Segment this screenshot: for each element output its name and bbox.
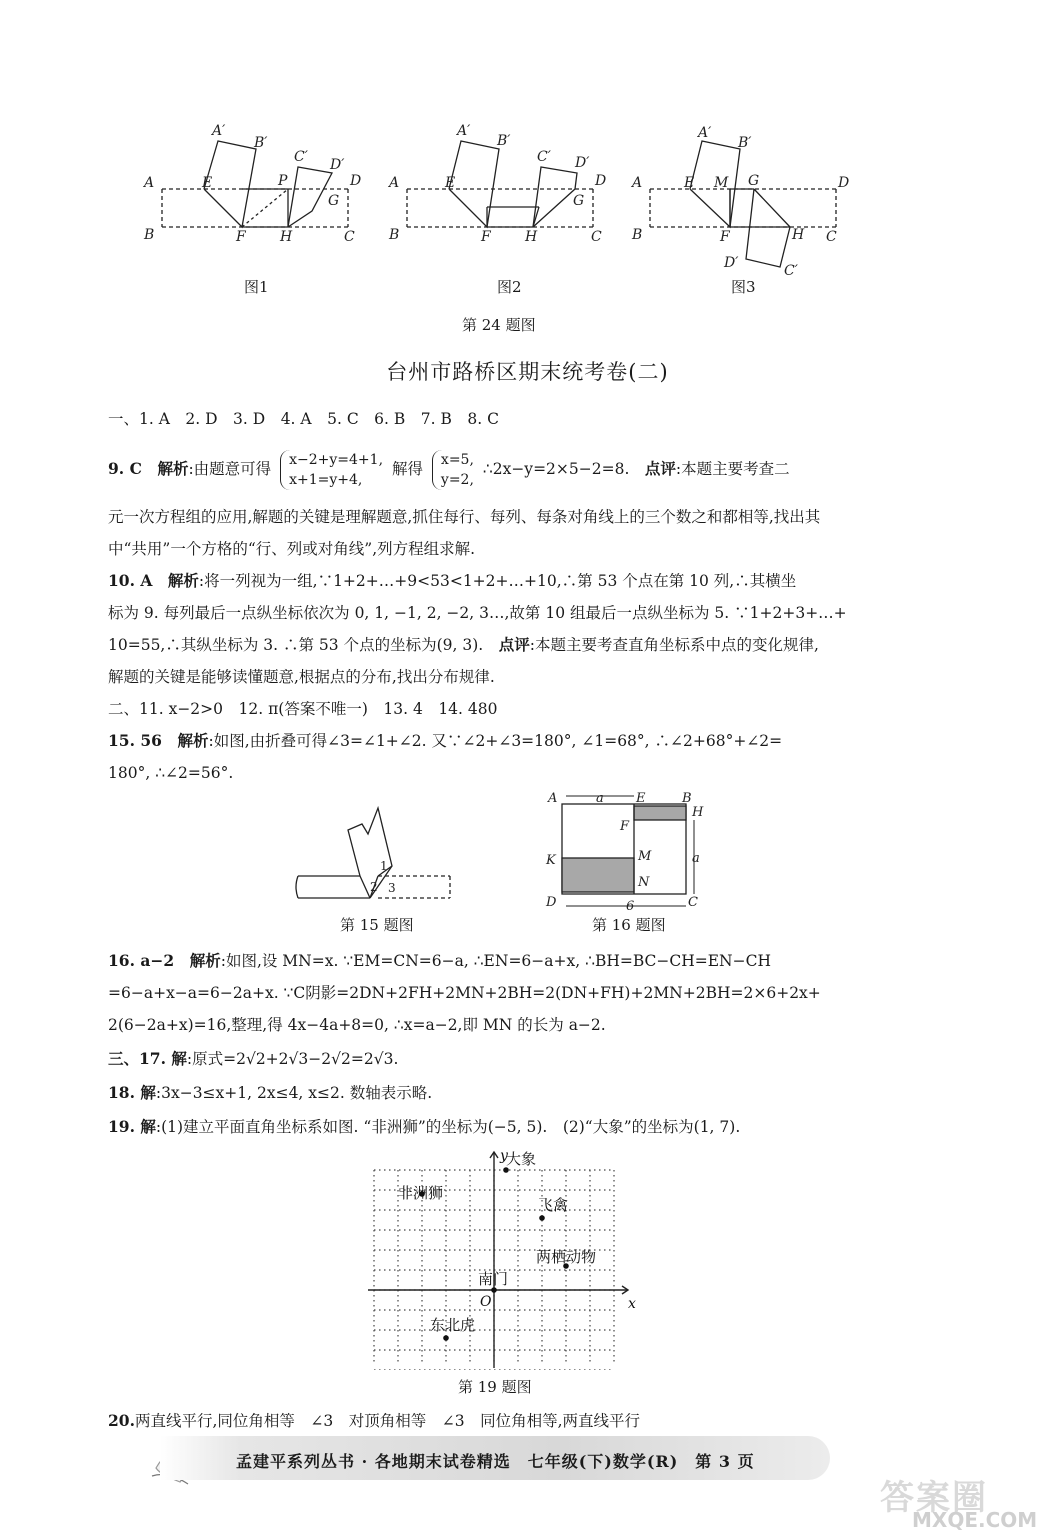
fig19-label-y: y xyxy=(500,1148,508,1164)
figure-24-2 xyxy=(407,141,593,227)
q20-text: 两直线平行,同位角相等 ∠3 对顶角相等 ∠3 同位角相等,两直线平行 xyxy=(134,1412,641,1430)
fig15-angle-3: 3 xyxy=(388,881,396,895)
q10-num: 10. A xyxy=(108,571,153,590)
fig24-3-point-M: M xyxy=(714,175,729,191)
fig24-2-point-C: C xyxy=(591,229,602,245)
fig19-label-x: x xyxy=(628,1296,636,1312)
q9-solution-system xyxy=(432,450,474,490)
answer-19 xyxy=(108,1116,938,1138)
q17-num: 三、17. 解 xyxy=(108,1049,187,1068)
answer-18 xyxy=(108,1082,938,1104)
q10-text-1: :将一列视为一组,∵1+2+…+9<53<1+2+…+10,∴第 53 个点在第 10 列,∴其横坐 xyxy=(198,572,797,590)
q9-text-3: ∴2x−y=2×5−2=8. xyxy=(482,460,630,478)
fig24-1-point-H: H xyxy=(280,229,293,245)
q9-text-4: :本题主要考查二 xyxy=(675,460,790,478)
fig16-length-a-top: a xyxy=(596,791,604,806)
fig19-label-origin: O xyxy=(480,1294,492,1310)
fig16-point-H: H xyxy=(692,805,704,820)
answer-10-line-3 xyxy=(108,634,938,656)
fig24-3-point-E: E xyxy=(684,175,695,191)
fig24-2-point-F: F xyxy=(481,229,491,245)
q16-num: 16. a−2 xyxy=(108,951,175,970)
footer-text: 孟建平系列丛书 · 各地期末试卷精选 七年级(下)数学(R) 第 3 页 xyxy=(236,1452,755,1471)
fig24-2-point-B1: B′ xyxy=(497,133,511,149)
q17-text: :原式=2√2+2√3−2√2=2√3. xyxy=(186,1050,399,1068)
answer-17 xyxy=(108,1048,938,1070)
answer-10-line-2: 标为 9. 每列最后一点纵坐标依次为 0, 1, −1, 2, −2, 3…,故第 10 组最后一点纵坐标为 5. ∵1+2+3+…+ xyxy=(108,604,847,622)
fig24-1-point-P: P xyxy=(278,173,288,189)
q9-text-2: 解得 xyxy=(391,460,423,478)
q18-num: 18. 解 xyxy=(108,1083,156,1102)
fig24-3-point-D1: D′ xyxy=(724,255,739,271)
answer-10-line-1 xyxy=(108,570,938,592)
q9-eq2a: x=5, xyxy=(440,452,474,468)
fig24-1-point-D: D xyxy=(350,173,362,189)
q20-num: 20. xyxy=(108,1411,135,1430)
fig24-3-label: 图3 xyxy=(731,278,756,296)
fig24-3-point-B1: B′ xyxy=(738,135,752,151)
q9-text-1: :由题意可得 xyxy=(188,460,272,478)
fig24-2-point-G: G xyxy=(573,193,585,209)
fig19-label-tiger: 东北虎 xyxy=(430,1316,476,1334)
figure-24-diagrams xyxy=(140,115,880,300)
fig16-point-B: B xyxy=(682,791,692,806)
fig16-point-N: N xyxy=(638,875,650,890)
q16-label: 解析 xyxy=(189,951,221,970)
fig24-1-point-B1: B′ xyxy=(254,135,268,151)
q18-text: :3x−3≤x+1, 2x≤4, x≤2. 数轴表示略. xyxy=(155,1084,433,1102)
fig24-3-point-A1: A′ xyxy=(698,125,712,141)
fig24-3-point-F: F xyxy=(720,229,730,245)
q15-label: 解析 xyxy=(177,731,209,750)
figure-16-diagram xyxy=(540,788,720,918)
fig24-3-point-C: C xyxy=(826,229,837,245)
fig19-point-elephant xyxy=(503,1167,509,1173)
q9-eq2b: y=2, xyxy=(440,472,474,488)
fig24-2-label: 图2 xyxy=(497,278,522,296)
figure-15-diagram xyxy=(292,790,462,910)
fig19-point-gate xyxy=(491,1287,497,1293)
fig24-2-point-D: D xyxy=(595,173,607,189)
answer-16-line-1 xyxy=(108,950,938,972)
fig24-2-point-A1: A′ xyxy=(457,123,471,139)
fig16-length-6: 6 xyxy=(626,899,635,914)
q15-num: 15. 56 xyxy=(108,731,162,750)
q10-text-3a: 10=55,∴其纵坐标为 3. ∴第 53 个点的坐标为(9, 3). xyxy=(108,636,484,654)
q9-eq1a: x−2+y=4+1, xyxy=(289,452,384,468)
answers-11-14: 二、11. x−2>0 12. π(答案不唯一) 13. 4 14. 480 xyxy=(108,700,498,718)
fig24-2-point-A: A xyxy=(389,175,400,191)
fig24-3-point-H: H xyxy=(792,227,805,243)
fig19-label-birds: 飞禽 xyxy=(538,1196,569,1214)
fig15-caption: 第 15 题图 xyxy=(340,916,414,934)
fig19-label-gate: 南门 xyxy=(478,1270,509,1288)
q10-label-2: 点评 xyxy=(498,635,530,654)
answer-15-line-2: 180°, ∴∠2=56°. xyxy=(108,764,234,782)
fig24-1-point-F: F xyxy=(236,229,246,245)
fig24-3-point-D: D xyxy=(838,175,850,191)
q9-equation-system xyxy=(280,450,383,490)
answer-15-line-1 xyxy=(108,730,938,752)
figure-19-grid xyxy=(360,1146,650,1370)
fig24-2-point-H: H xyxy=(525,229,538,245)
fig24-3-point-A: A xyxy=(632,175,643,191)
fig16-point-D: D xyxy=(546,895,557,910)
q9-label: 解析 xyxy=(157,459,189,478)
q9-eq1b: x+1=y+4, xyxy=(289,472,363,488)
q10-text-3b: :本题主要考查直角坐标系中点的变化规律, xyxy=(529,636,819,654)
figure-24-1 xyxy=(162,141,348,227)
answer-20 xyxy=(108,1410,938,1432)
q9-num: 9. C xyxy=(108,459,142,478)
fig16-point-K: K xyxy=(546,853,556,868)
q19-num: 19. 解 xyxy=(108,1117,156,1136)
watermark-logo: 答案圈 xyxy=(880,1478,988,1518)
fig24-2-point-D1: D′ xyxy=(575,155,590,171)
fig16-point-E: E xyxy=(636,791,646,806)
fig19-label-amphibians: 两栖动物 xyxy=(536,1248,597,1266)
answer-9-line-3: 中“共用”一个方格的“行、列或对角线”,列方程组求解. xyxy=(108,540,476,558)
exam-title: 台州市路桥区期末统考卷(二) xyxy=(386,360,669,384)
fig15-angle-2: 2 xyxy=(370,880,378,894)
fig24-1-point-C1: C′ xyxy=(294,149,308,165)
q15-text-1: :如图,由折叠可得∠3=∠1+∠2. 又∵∠2+∠3=180°, ∠1=68°, ∴∠2+68°+∠2= xyxy=(208,732,783,750)
fig24-2-point-B: B xyxy=(389,227,400,243)
fig24-1-point-D1: D′ xyxy=(330,157,345,173)
fig15-angle-1: 1 xyxy=(380,859,388,873)
answer-10-line-4: 解题的关键是能够读懂题意,根据点的分布,找出分布规律. xyxy=(108,668,495,686)
answer-9-line-2: 元一次方程组的应用,解题的关键是理解题意,抓住每行、每列、每条对角线上的三个数之和都相等,找出其 xyxy=(108,508,821,526)
fig19-point-birds xyxy=(539,1215,545,1221)
fig24-3-point-C1: C′ xyxy=(784,263,798,279)
fig24-3-point-G: G xyxy=(748,173,760,189)
answer-16-line-2: =6−a+x−a=6−2a+x. ∵C阴影=2DN+2FH+2MN+2BH=2(DN+FH)+2MN+2BH=2×6+2x+ xyxy=(108,984,821,1002)
fig16-point-C: C xyxy=(688,895,698,910)
fig24-1-point-E: E xyxy=(202,175,213,191)
fig24-1-point-A1: A′ xyxy=(212,123,226,139)
q9-label-2: 点评 xyxy=(644,459,676,478)
fig19-caption: 第 19 题图 xyxy=(458,1378,532,1396)
fig16-point-A: A xyxy=(548,791,558,806)
figure-24-3 xyxy=(650,141,836,267)
fig19-point-tiger xyxy=(443,1335,449,1341)
fig19-label-elephant: 大象 xyxy=(506,1150,537,1168)
q10-label: 解析 xyxy=(167,571,199,590)
fig16-point-M: M xyxy=(638,849,652,864)
answers-1-8: 一、1. A 2. D 3. D 4. A 5. C 6. B 7. B 8. C xyxy=(108,410,499,428)
fig16-length-a-side: a xyxy=(692,851,700,866)
q16-text-1: :如图,设 MN=x. ∵EM=CN=6−a, ∴EN=6−a+x, ∴BH=BC−CH=EN−CH xyxy=(220,952,771,970)
fig24-caption: 第 24 题图 xyxy=(462,316,536,334)
fig24-2-point-C1: C′ xyxy=(537,149,551,165)
fig24-1-point-B: B xyxy=(144,227,155,243)
answer-16-line-3: 2(6−2a+x)=16,整理,得 4x−4a+8=0, ∴x=a−2,即 MN 的长为 a−2. xyxy=(108,1016,606,1034)
fig16-caption: 第 16 题图 xyxy=(592,916,666,934)
fig24-1-point-C: C xyxy=(344,229,355,245)
watermark-url: MXQE.COM xyxy=(912,1508,1038,1532)
fig24-1-point-G: G xyxy=(328,193,340,209)
fig24-1-point-A: A xyxy=(144,175,155,191)
fig24-2-point-E: E xyxy=(445,175,456,191)
q19-text: :(1)建立平面直角坐标系如图. “非洲狮”的坐标为(−5, 5). (2)“大象”的坐标为(1, 7). xyxy=(155,1118,741,1136)
fig24-1-label: 图1 xyxy=(244,278,269,296)
answer-9-line-1 xyxy=(108,442,938,496)
fig24-3-point-B: B xyxy=(632,227,643,243)
fig19-label-lion: 非洲狮 xyxy=(398,1184,444,1202)
fig16-point-F: F xyxy=(620,819,630,834)
